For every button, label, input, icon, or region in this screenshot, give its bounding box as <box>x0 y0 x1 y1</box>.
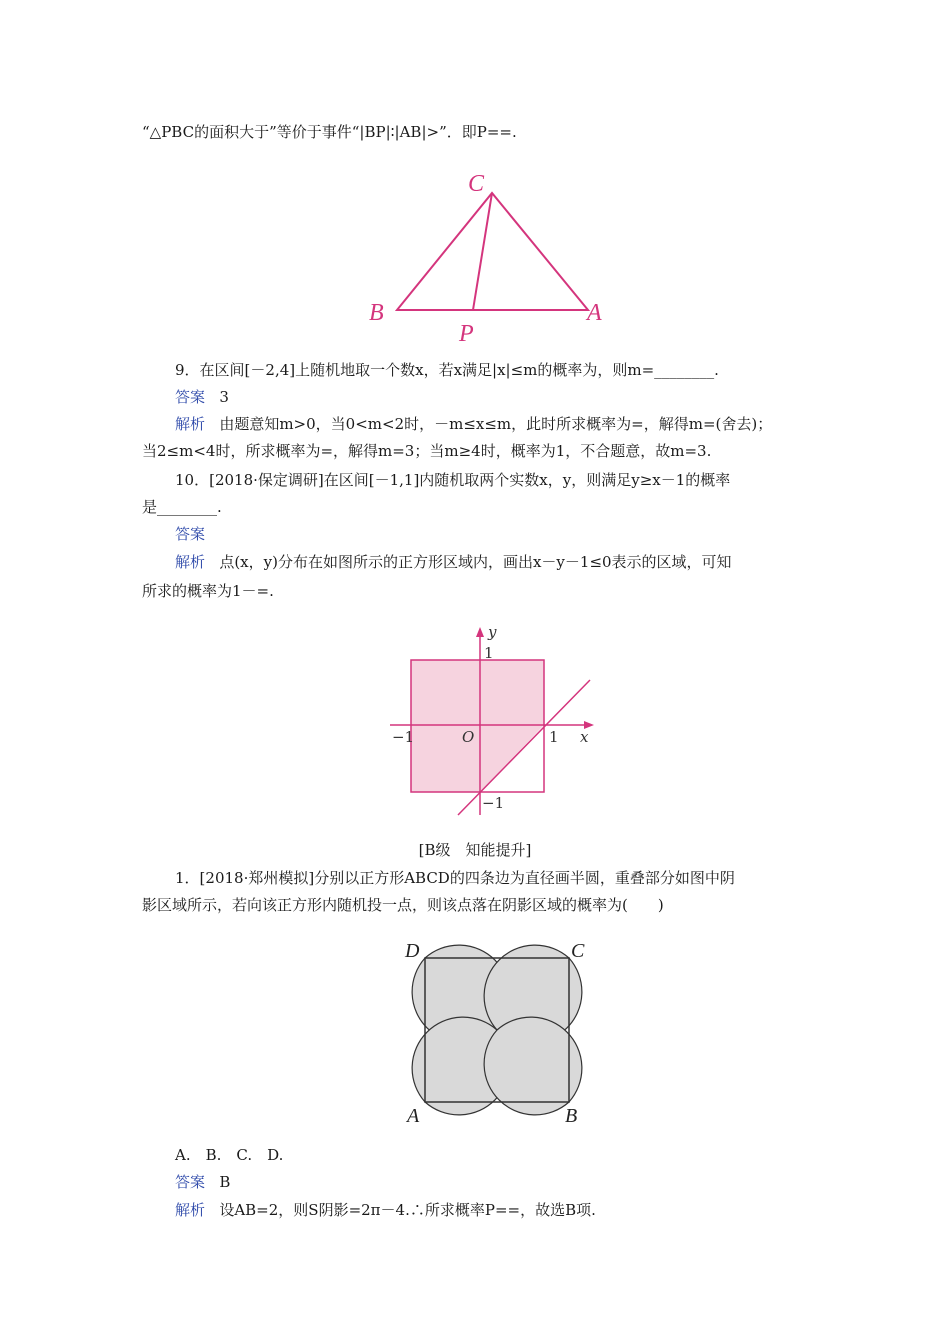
label-a: A <box>407 1105 420 1127</box>
analysis-text: 由题意知m>0，当0<m<2时，－m≤x≤m，此时所求概率为=，解得m=(舍去)； <box>219 415 773 433</box>
analysis-label: 解析 <box>175 1201 206 1219</box>
analysis-text: 点(x，y)分布在如图所示的正方形区域内，画出x－y－1≤0表示的区域，可知 <box>219 553 732 571</box>
analysis-10-line1 <box>175 552 732 572</box>
label-origin: O <box>462 728 475 746</box>
answer-label: 答案 <box>175 1173 206 1191</box>
coordinate-figure <box>370 615 610 830</box>
answer-label: 答案 <box>175 388 206 406</box>
triangle-abc <box>397 193 588 310</box>
analysis-label: 解析 <box>175 553 206 571</box>
answer-value: 3 <box>219 388 229 406</box>
shaded-region <box>411 660 544 792</box>
label-p: P <box>459 321 474 347</box>
label-one-right: 1 <box>549 728 559 746</box>
petals <box>412 945 582 1115</box>
label-neg-one-bottom: −1 <box>482 794 505 812</box>
answer-9 <box>175 387 229 407</box>
triangle-figure <box>355 165 625 350</box>
analysis-10-line2: 所求的概率为1－=. <box>142 582 274 600</box>
answer-value: B <box>219 1173 231 1191</box>
label-c: C <box>571 940 585 962</box>
answer-10 <box>175 524 205 544</box>
question-9: 9．在区间[－2,4]上随机地取一个数x，若x满足|x|≤m的概率为，则m=________. <box>175 361 719 379</box>
options-line: A. B. C. D. <box>175 1146 284 1164</box>
segment-cp <box>473 193 492 310</box>
label-one-top: 1 <box>484 644 494 662</box>
analysis-text: 设AB=2，则S阴影=2π－4.∴所求概率P==，故选B项. <box>219 1201 596 1219</box>
y-arrow <box>476 627 484 637</box>
label-b: B <box>369 300 384 326</box>
label-a: A <box>587 300 602 326</box>
label-b: B <box>565 1105 578 1127</box>
analysis-label: 解析 <box>175 415 206 433</box>
label-d: D <box>405 940 420 962</box>
section-title: [B级 知能提升] <box>418 841 532 859</box>
text-line-pbc: “△PBC的面积大于”等价于事件“|BP|∶|AB|>”．即P==. <box>142 123 517 141</box>
petal-bottom-right <box>484 1017 582 1115</box>
question-b1-line1: 1．[2018·郑州模拟]分别以正方形ABCD的四条边为直径画半圆，重叠部分如图中阴 <box>175 869 735 887</box>
analysis-b1 <box>175 1200 596 1220</box>
label-x: x <box>580 728 589 746</box>
question-b1-line2: 影区域所示，若向该正方形内随机投一点，则该点落在阴影区域的概率为( ) <box>142 896 664 914</box>
answer-b1 <box>175 1172 230 1192</box>
analysis-9-line2: 当2≤m<4时，所求概率为=，解得m=3；当m≥4时，概率为1，不合题意，故m=3. <box>142 442 712 460</box>
question-10-line2: 是________. <box>142 498 222 516</box>
label-c: C <box>468 171 485 197</box>
question-10-line1: 10．[2018·保定调研]在区间[－1,1]内随机取两个实数x，y，则满足y≥x－1的概率 <box>175 471 731 489</box>
petal-square-figure <box>395 930 605 1130</box>
answer-label: 答案 <box>175 525 206 543</box>
label-y: y <box>488 623 497 641</box>
label-neg-one-left: −1 <box>392 728 415 746</box>
analysis-9-line1 <box>175 414 772 434</box>
